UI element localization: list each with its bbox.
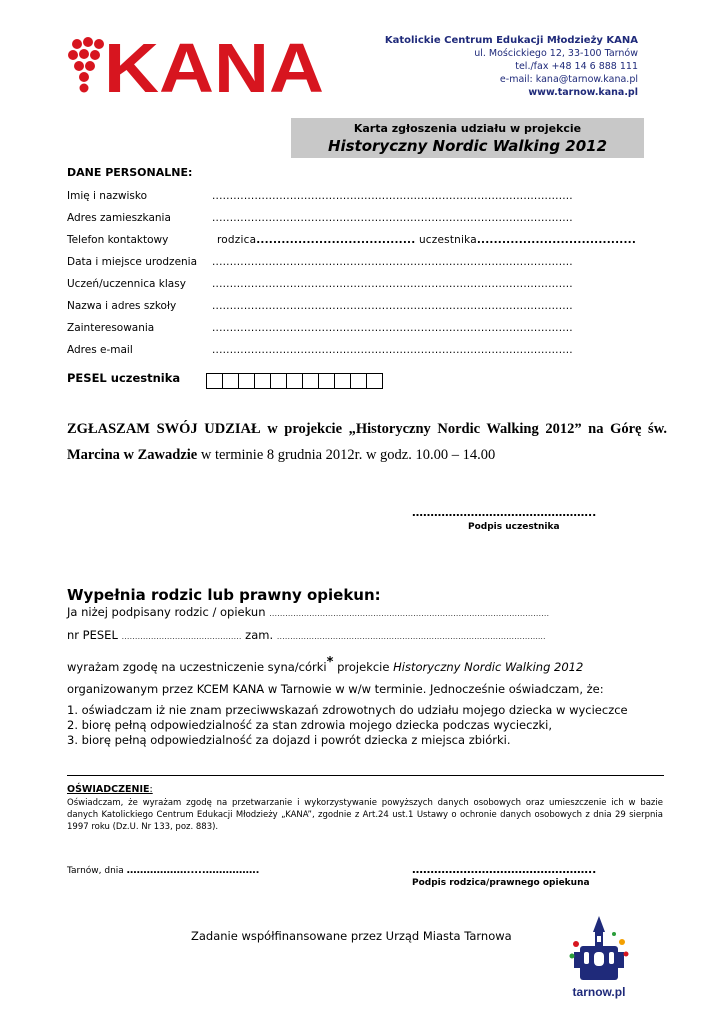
field-interests-input[interactable]: ...................................................................................................... xyxy=(212,322,573,334)
city-date-label: Tarnów, dnia xyxy=(67,866,127,876)
parent-name-dots[interactable]: …………………………………………………………………………………………… xyxy=(269,609,550,618)
pesel-digit-box[interactable] xyxy=(271,374,287,388)
statement-colon: : xyxy=(149,784,153,795)
pesel-digit-box[interactable] xyxy=(239,374,255,388)
field-email-input[interactable]: ...................................................................................................... xyxy=(212,344,573,356)
participant-signature-label: Podpis uczestnika xyxy=(468,522,560,532)
pesel-boxes[interactable] xyxy=(206,373,383,389)
pesel-label: PESEL uczestnika xyxy=(67,371,181,385)
org-name: Katolickie Centrum Edukacji Młodzieży KANA xyxy=(384,35,638,46)
org-website: www.tarnow.kana.pl xyxy=(528,87,638,98)
organization-info xyxy=(385,34,638,99)
statement-title: OŚWIADCZENIE xyxy=(67,784,150,795)
pesel-digit-box[interactable] xyxy=(351,374,367,388)
parent-address-text: zam. xyxy=(241,628,277,642)
city-date xyxy=(67,865,259,876)
consent-mid: projekcie xyxy=(333,659,394,674)
participation-declaration xyxy=(67,416,667,468)
parent-section-heading: Wypełnia rodzic lub prawny opiekun: xyxy=(67,586,381,604)
pesel-digit-box[interactable] xyxy=(319,374,335,388)
phone-parent-dots[interactable]: ...................................... xyxy=(256,234,416,246)
organized-line: organizowanym przez KCEM KANA w Tarnowie w w/w terminie. Jednocześnie oświadczam, że: xyxy=(67,682,604,696)
asterisk-mark: * xyxy=(326,655,334,670)
divider xyxy=(67,775,664,776)
kana-logo xyxy=(68,32,328,98)
pesel-digit-box[interactable] xyxy=(303,374,319,388)
parent-pesel-dots[interactable]: ……………………………………… xyxy=(121,632,242,641)
list-item: 1. oświadczam iż nie znam przeciwwskazań zdrowotnych do udziału mojego dziecka w wycieczce xyxy=(67,703,628,717)
project-title: Historyczny Nordic Walking 2012 xyxy=(327,137,608,155)
field-label-interests: Zainteresowania xyxy=(67,322,155,334)
org-email: e-mail: kana@tarnow.kana.pl xyxy=(499,74,638,85)
pesel-digit-box[interactable] xyxy=(223,374,239,388)
field-label-email: Adres e-mail xyxy=(67,344,133,356)
field-class-input[interactable]: ...................................................................................................... xyxy=(212,278,573,290)
pesel-digit-box[interactable] xyxy=(255,374,271,388)
consent-text: wyrażam zgodę na uczestniczenie syna/córki xyxy=(67,659,327,674)
field-label-name: Imię i nazwisko xyxy=(67,190,148,202)
parent-pesel-line xyxy=(67,628,546,642)
tarnow-logo xyxy=(566,912,632,1002)
org-address: ul. Mościckiego 12, 33-100 Tarnów xyxy=(474,48,638,59)
field-label-class: Uczeń/uczennica klasy xyxy=(67,278,186,290)
svg-text:tarnow.pl: tarnow.pl xyxy=(572,985,626,999)
field-name-input[interactable]: ...................................................................................................... xyxy=(212,190,573,202)
form-subtitle: Karta zgłoszenia udziału w projekcie xyxy=(353,122,582,135)
phone-parent-label: rodzica xyxy=(217,234,257,246)
statement-text: Oświadczam, że wyrażam zgodę na przetwarzanie i wykorzystywanie powyższych danych osobowych oraz umieszczenie ich w bazie danych Katolickiego Centrum Edukacji Młodzieży „KANA”, zgodnie z Art.24 ust.1 Ustawy o ochronie danych osobowych z dnia 29 sierpnia 1997 roku (Dz.U. Nr 133, poz. 883). xyxy=(67,798,663,832)
declaration-date: w terminie 8 grudnia 2012r. w godz. 10.00 – 14.00 xyxy=(197,447,496,463)
personal-data-heading: DANE PERSONALNE: xyxy=(67,166,193,179)
pesel-digit-box[interactable] xyxy=(287,374,303,388)
date-dots[interactable]: ……………….....……………. xyxy=(126,865,260,876)
consent-line xyxy=(67,655,662,674)
grape-icon xyxy=(68,37,104,93)
list-item: 3. biorę pełną odpowiedzialność za dojazd i powrót dziecka z miejsca zbiórki. xyxy=(67,733,511,747)
title-box xyxy=(291,118,644,158)
declaration-bold: ZGŁASZAM SWÓJ UDZIAŁ w projekcie „Historyczny Nordic Walking 2012” na Górę św. Marcina w Zawadzie xyxy=(67,421,667,463)
town-hall-icon xyxy=(570,916,629,980)
field-label-phone: Telefon kontaktowy xyxy=(67,234,169,246)
parent-address-dots[interactable]: ……………………………………………………………………………………..... xyxy=(276,632,546,641)
phone-participant-dots[interactable]: ...................................... xyxy=(476,234,637,246)
participant-signature-line[interactable]: ………………………………………….. xyxy=(412,506,597,519)
field-label-birth: Data i miejsce urodzenia xyxy=(67,256,198,268)
field-address-input[interactable]: ...................................................................................................... xyxy=(212,212,573,224)
consent-project: Historyczny Nordic Walking 2012 xyxy=(393,659,584,674)
parent-declarations-list xyxy=(67,703,628,748)
phone-participant-label: uczestnika xyxy=(415,234,477,246)
field-school-input[interactable]: ...................................................................................................... xyxy=(212,300,573,312)
cofinance-note: Zadanie współfinansowane przez Urząd Miasta Tarnowa xyxy=(191,929,512,943)
field-birth-input[interactable]: ...................................................................................................... xyxy=(212,256,573,268)
svg-text:KANA: KANA xyxy=(104,32,324,98)
parent-signature-line[interactable]: ………………………………………….. xyxy=(412,863,597,876)
parent-signature-label: Podpis rodzica/prawnego opiekuna xyxy=(412,878,590,888)
field-label-address: Adres zamieszkania xyxy=(67,212,171,224)
pesel-digit-box[interactable] xyxy=(207,374,223,388)
pesel-digit-box[interactable] xyxy=(335,374,351,388)
statement-heading xyxy=(67,784,153,795)
pesel-digit-box[interactable] xyxy=(367,374,382,388)
parent-name-line xyxy=(67,605,549,619)
parent-name-text: Ja niżej podpisany rodzic / opiekun xyxy=(67,605,270,619)
parent-pesel-text: nr PESEL xyxy=(67,628,122,642)
field-label-school: Nazwa i adres szkoły xyxy=(67,300,177,312)
field-phone-input[interactable] xyxy=(217,234,636,246)
org-phone: tel./fax +48 14 6 888 111 xyxy=(515,61,638,72)
list-item: 2. biorę pełną odpowiedzialność za stan zdrowia mojego dziecka podczas wycieczki, xyxy=(67,718,552,732)
